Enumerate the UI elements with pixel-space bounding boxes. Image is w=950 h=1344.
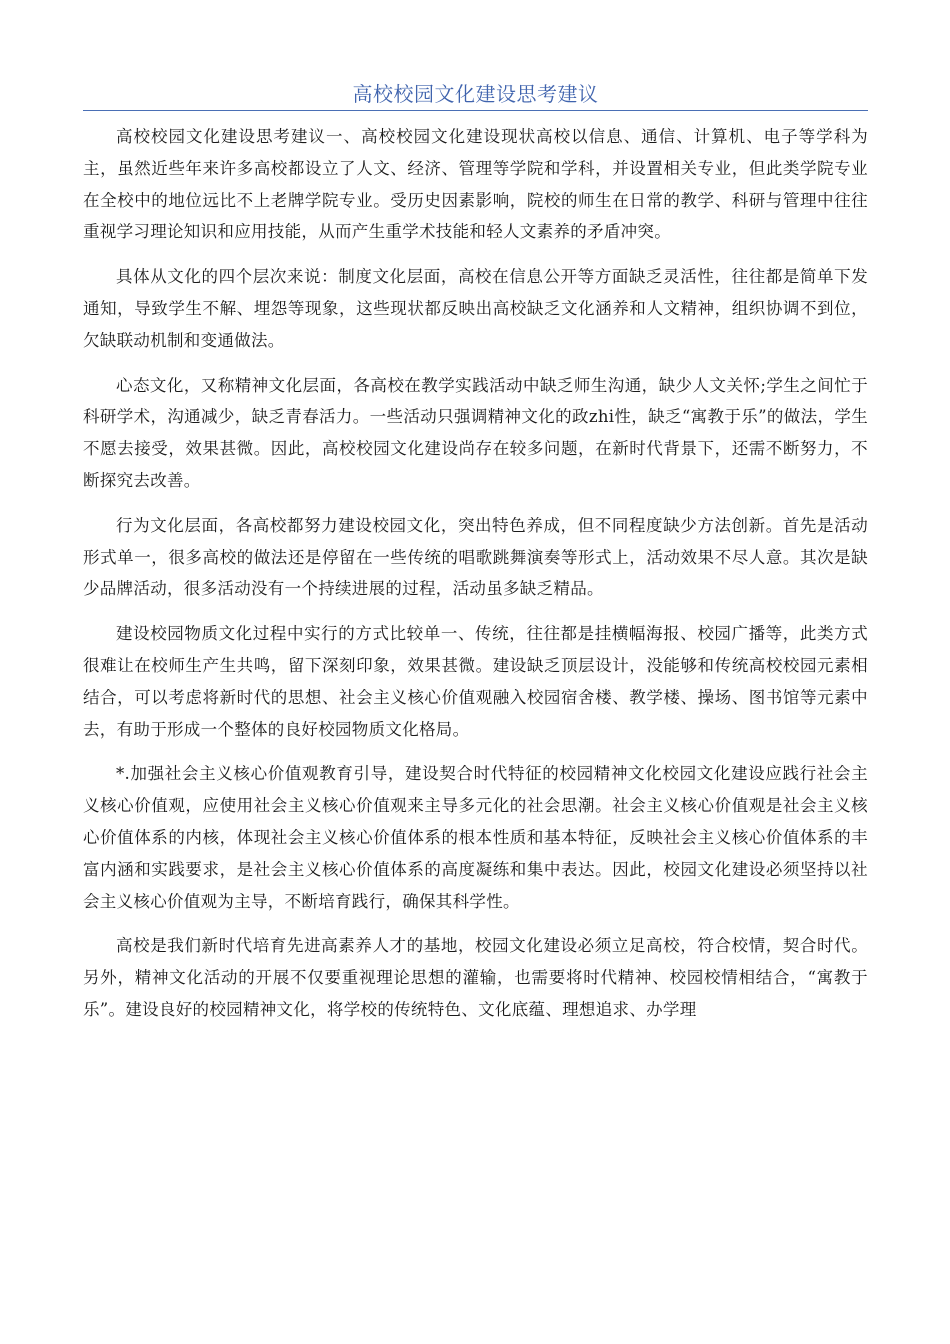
document-body [83,121,868,1039]
paragraph-5: 建设校园物质文化过程中实行的方式比较单一、传统，往往都是挂横幅海报、校园广播等，此类方式很难让在校师生产生共鸣，留下深刻印象，效果甚微。建设缺乏顶层设计，没能够和传统高校校园元素相结合，可以考虑将新时代的思想、社会主义核心价值观融入校园宿舍楼、教学楼、操场、图书馆等元素中去，有助于形成一个整体的良好校园物质文化格局。 [83,624,868,739]
paragraph-4: 行为文化层面，各高校都努力建设校园文化，突出特色养成，但不同程度缺少方法创新。首先是活动形式单一，很多高校的做法还是停留在一些传统的唱歌跳舞演奏等形式上，活动效果不尽人意。其次是缺少品牌活动，很多活动没有一个持续进展的过程，活动虽多缺乏精品。 [83,515,868,599]
paragraph-7: 高校是我们新时代培育先进高素养人才的基地，校园文化建设必须立足高校，符合校情，契合时代。另外，精神文化活动的开展不仅要重视理论思想的灌输，也需要将时代精神、校园校情相结合，“寓教于乐”。建设良好的校园精神文化，将学校的传统特色、文化底蕴、理想追求、办学理 [83,936,868,1019]
paragraph-1: 高校校园文化建设思考建议一、高校校园文化建设现状高校以信息、通信、计算机、电子等学科为主，虽然近些年来许多高校都设立了人文、经济、管理等学院和学科，并设置相关专业，但此类学院专业在全校中的地位远比不上老牌学院专业。受历史因素影响，院校的师生在日常的教学、科研与管理中往往重视学习理论知识和应用技能，从而产生重学术技能和轻人文素养的矛盾冲突。 [83,127,868,242]
paragraph-6: *.加强社会主义核心价值观教育引导，建设契合时代特征的校园精神文化校园文化建设应践行社会主义核心价值观，应使用社会主义核心价值观来主导多元化的社会思潮。社会主义核心价值观是社会主义核心价值体系的内核，体现社会主义核心价值体系的根本性质和基本特征，反映社会主义核心价值体系的丰富内涵和实践要求，是社会主义核心价值体系的高度凝练和集中表达。因此，校园文化建设必须坚持以社会主义核心价值观为主导，不断培育践行，确保其科学性。 [83,764,868,911]
paragraph-3: 心态文化，又称精神文化层面，各高校在教学实践活动中缺乏师生沟通，缺少人文关怀;学生之间忙于科研学术，沟通减少，缺乏青春活力。一些活动只强调精神文化的政zhi性，缺乏“寓教于乐”的做法，学生不愿去接受，效果甚微。因此，高校校园文化建设尚存在较多问题，在新时代背景下，还需不断努力，不断探究去改善。 [83,375,868,490]
paragraph-2: 具体从文化的四个层次来说：制度文化层面，高校在信息公开等方面缺乏灵活性，往往都是简单下发通知，导致学生不解、埋怨等现象，这些现状都反映出高校缺乏文化涵养和人文精神，组织协调不到位，欠缺联动机制和变通做法。 [83,267,868,350]
document-header [83,80,868,111]
document-title: 高校校园文化建设思考建议 [352,82,599,106]
